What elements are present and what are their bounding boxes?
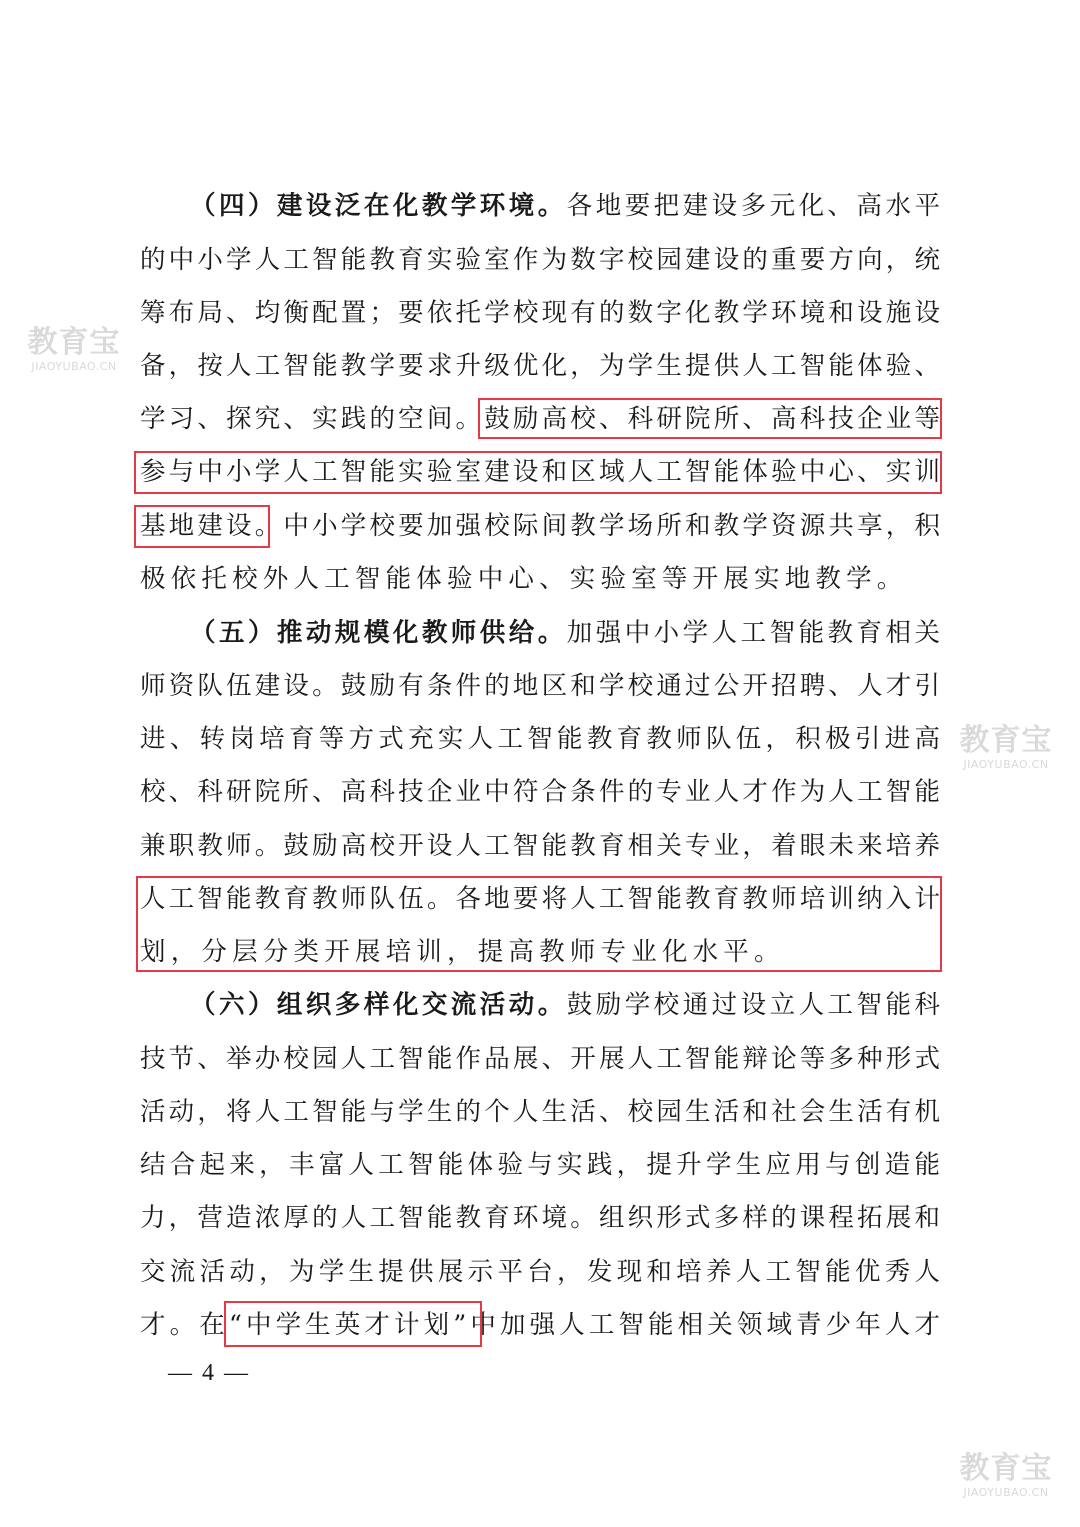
para4-line1-text: 各地要把建设多元化、高水平	[566, 191, 940, 221]
watermark-logo-text: 教育宝	[27, 325, 121, 360]
para4-line5-highlighted: 鼓励高校、科研院所、高科技企业等	[484, 404, 940, 434]
para4-line7-highlighted: 基地建设。	[140, 511, 284, 541]
para6-line7-start: 才。在	[140, 1310, 229, 1340]
page-number: — 4 —	[168, 1360, 250, 1386]
watermark-url: JIAOYUBAO.CN	[963, 1486, 1049, 1499]
para6-line4: 结合起来，丰富人工智能体验与实践，提升学生应用与创造能	[140, 1150, 940, 1180]
para5-line1-text: 加强中小学人工智能教育相关	[566, 618, 940, 648]
para4-line6: 参与中小学人工智能实验室建设和区域人工智能体验中心、实训	[140, 457, 940, 487]
para4-line3: 筹布局、均衡配置；要依托学校现有的数字化教学环境和设施设	[140, 298, 940, 328]
para5-line1	[190, 613, 940, 653]
para6-line7-end: 中加强人工智能相关领域青少年人才	[466, 1310, 940, 1340]
para6-heading: （六）组织多样化交流活动。	[190, 990, 567, 1020]
para6-line7-quote: “中学生英才计划”	[228, 1310, 467, 1340]
watermark-right-bottom	[948, 1452, 1064, 1499]
highlight-box-para5	[136, 876, 942, 972]
para6-line6: 交流活动，为学生提供展示平台，发现和培养人工智能优秀人	[140, 1257, 940, 1287]
para6-line3: 活动，将人工智能与学生的个人生活、校园生活和社会生活有机	[140, 1097, 940, 1127]
para4-line7-end: 中小学校要加强校际间教学场所和教学资源共享，积	[283, 511, 940, 541]
para5-line6: 人工智能教育教师队伍。各地要将人工智能教育教师培训纳入计	[140, 884, 940, 914]
para5-heading: （五）推动规模化教师供给。	[190, 618, 567, 648]
watermark-left	[16, 326, 132, 373]
para4-line8: 极依托校外人工智能体验中心、实验室等开展实地教学。	[140, 564, 908, 594]
para6-line1	[190, 985, 940, 1025]
watermark-url: JIAOYUBAO.CN	[31, 360, 117, 373]
para6-line2: 技节、举办校园人工智能作品展、开展人工智能辩论等多种形式	[140, 1044, 940, 1074]
para6-line5: 力，营造浓厚的人工智能教育环境。组织形式多样的课程拓展和	[140, 1203, 940, 1233]
para4-heading: （四）建设泛在化教学环境。	[190, 191, 567, 221]
watermark-logo-text: 教育宝	[959, 1451, 1053, 1486]
para5-line3: 进、转岗培育等方式充实人工智能教育教师队伍，积极引进高	[140, 724, 940, 754]
para4-line5-start: 学习、探究、实践的空间。	[140, 404, 485, 434]
para5-line2: 师资队伍建设。鼓励有条件的地区和学校通过公开招聘、人才引	[140, 671, 940, 701]
highlight-box-para4-c	[134, 505, 270, 548]
watermark-logo-text: 教育宝	[959, 723, 1053, 758]
para6-line1-text: 鼓励学校通过设立人工智能科	[566, 990, 940, 1020]
highlight-box-para6	[224, 1301, 482, 1347]
para5-line7: 划，分层分类开展培训，提高教师专业化水平。	[140, 937, 785, 967]
para4-line1	[190, 186, 940, 226]
para5-line4: 校、科研院所、高科技企业中符合条件的专业人才作为人工智能	[140, 777, 940, 807]
para4-line2: 的中小学人工智能教育实验室作为数字校园建设的重要方向，统	[140, 245, 940, 275]
highlight-box-para4-a	[478, 398, 942, 439]
highlight-box-para4-b	[134, 451, 942, 494]
watermark-url: JIAOYUBAO.CN	[963, 758, 1049, 771]
para5-line5: 兼职教师。鼓励高校开设人工智能教育相关专业，着眼未来培养	[140, 831, 940, 861]
watermark-right-middle	[948, 724, 1064, 771]
para4-line4: 备，按人工智能教学要求升级优化，为学生提供人工智能体验、	[140, 351, 940, 381]
